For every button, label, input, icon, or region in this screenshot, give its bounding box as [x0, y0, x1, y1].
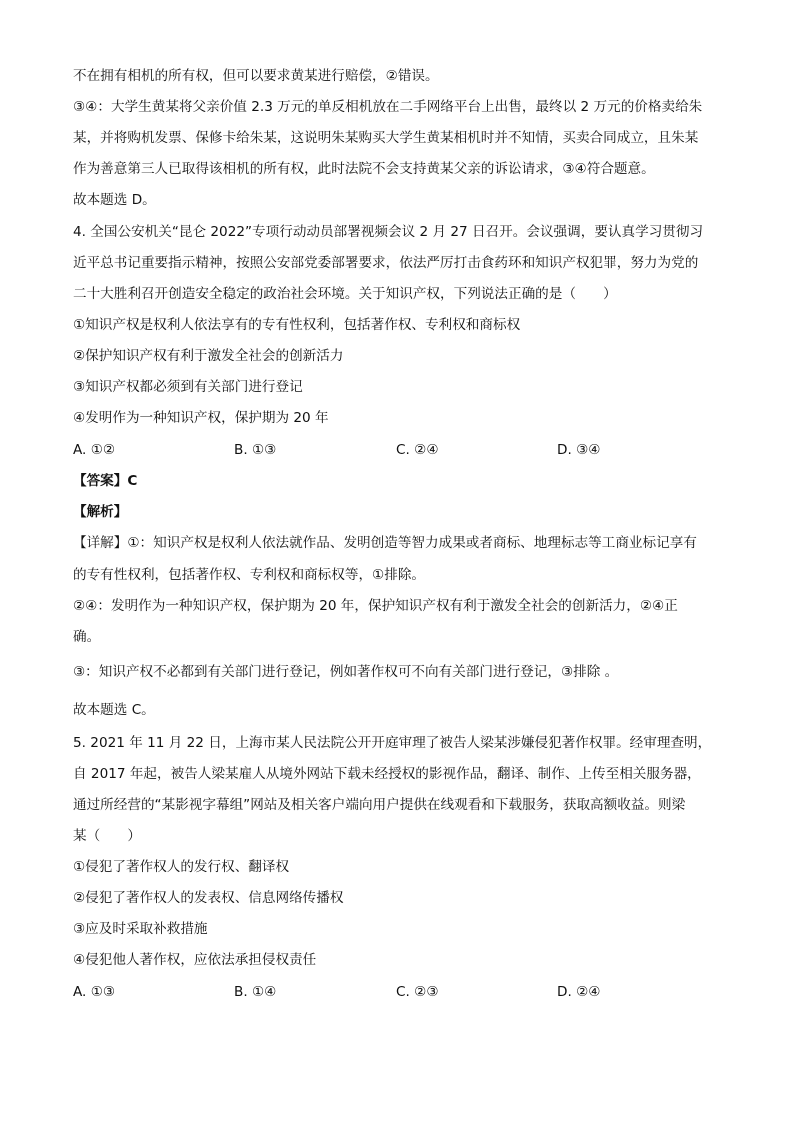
- q4-option-d: D. ③④: [557, 442, 601, 458]
- q4-statement-1: ①知识产权是权利人依法享有的专有性权利，包括著作权、专利权和商标权: [73, 317, 521, 333]
- q4-stem-line: 二十大胜利召开创造安全稳定的政治社会环境。关于知识产权，下列说法正确的是（ ）: [73, 286, 617, 302]
- q4-option-c: C. ②④: [396, 442, 439, 458]
- q4-detail-line: ③：知识产权不必都到有关部门进行登记，例如著作权可不向有关部门进行登记，③排除 。: [73, 664, 619, 680]
- q5-option-d: D. ②④: [557, 984, 601, 1000]
- q5-stem-line: 5. 2021 年 11 月 22 日，上海市某人民法院公开开庭审理了被告人梁某涉嫌侵犯著作权罪。经审理查明，: [73, 735, 712, 751]
- q4-option-b: B. ①③: [234, 442, 277, 458]
- q3-text-line: 作为善意第三人已取得该相机的所有权，此时法院不会支持黄某父亲的诉讼请求，③④符合题意。: [73, 161, 655, 177]
- q5-statement-1: ①侵犯了著作权人的发行权、翻译权: [73, 859, 290, 875]
- q5-stem-line: 某（ ）: [73, 828, 141, 844]
- q4-stem-line: 4. 全国公安机关“昆仑 2022”专项行动动员部署视频会议 2 月 27 日召开。会议强调，要认真学习贯彻习: [73, 224, 704, 240]
- q4-statement-2: ②保护知识产权有利于激发全社会的创新活力: [73, 348, 344, 364]
- q5-option-b: B. ①④: [234, 984, 277, 1000]
- q4-detail-line: 【详解】①：知识产权是权利人依法就作品、发明创造等智力成果或者商标、地理标志等工商业标记享有: [73, 535, 697, 551]
- q4-detail-line: 确。: [73, 629, 101, 645]
- q3-conclusion: 故本题选 D。: [73, 192, 156, 208]
- q5-statement-3: ③应及时采取补救措施: [73, 921, 208, 937]
- q4-detail-line: ②④：发明作为一种知识产权，保护期为 20 年，保护知识产权有利于激发全社会的创新活力，②④正: [73, 598, 678, 614]
- q3-text-line: 某，并将购机发票、保修卡给朱某，这说明朱某购买大学生黄某相机时并不知情，买卖合同成立，且朱某: [73, 130, 699, 146]
- q4-stem-line: 近平总书记重要指示精神，按照公安部党委部署要求，依法严厉打击食药环和知识产权犯罪，努力为党的: [73, 255, 699, 271]
- q4-conclusion: 故本题选 C。: [73, 702, 155, 718]
- q5-stem-line: 自 2017 年起，被告人梁某雇人从境外网站下载未经授权的影视作品，翻译、制作、上传至相关服务器，: [73, 766, 701, 782]
- q5-option-a: A. ①③: [73, 984, 116, 1000]
- q5-statement-4: ④侵犯他人著作权，应依法承担侵权责任: [73, 952, 317, 968]
- q4-answer: 【答案】C: [73, 473, 138, 489]
- q4-statement-4: ④发明作为一种知识产权，保护期为 20 年: [73, 410, 329, 426]
- q5-option-c: C. ②③: [396, 984, 439, 1000]
- q4-option-a: A. ①②: [73, 442, 116, 458]
- q3-text-line: ③④：大学生黄某将父亲价值 2.3 万元的单反相机放在二手网络平台上出售，最终以 2 万元的价格卖给朱: [73, 99, 703, 115]
- q3-text-line: 不在拥有相机的所有权，但可以要求黄某进行赔偿，②错误。: [73, 68, 439, 84]
- q5-stem-line: 通过所经营的“某影视字幕组”网站及相关客户端向用户提供在线观看和下载服务，获取高额收益。则梁: [73, 797, 686, 813]
- q4-detail-line: 的专有性权利，包括著作权、专利权和商标权等，①排除。: [73, 567, 426, 583]
- q5-statement-2: ②侵犯了著作权人的发表权、信息网络传播权: [73, 890, 344, 906]
- q4-statement-3: ③知识产权都必须到有关部门进行登记: [73, 379, 303, 395]
- q4-analysis-heading: 【解析】: [73, 504, 128, 520]
